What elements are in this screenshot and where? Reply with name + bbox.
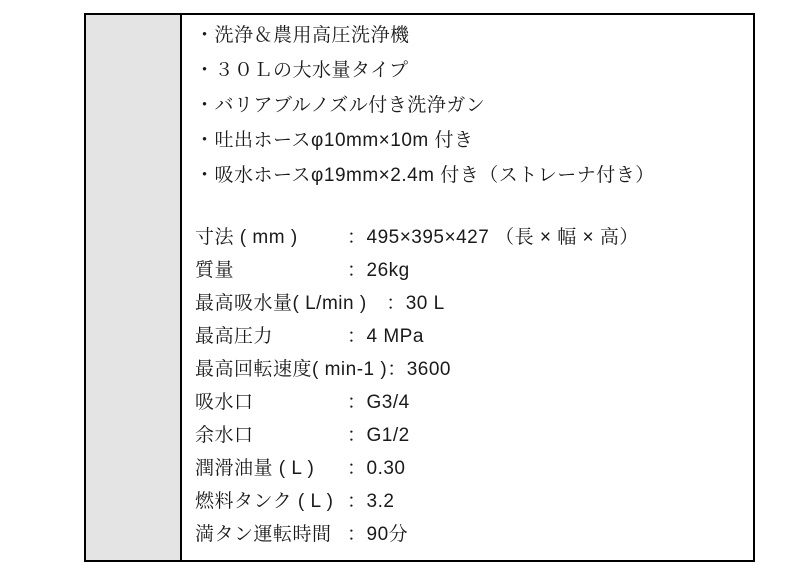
spec-list xyxy=(195,221,743,551)
spec-row xyxy=(195,386,743,419)
spec-label: 潤滑油量 ( L ) xyxy=(195,458,315,479)
spec-table xyxy=(84,13,755,562)
spec-row xyxy=(195,287,743,320)
spec-label: 質量 xyxy=(195,260,235,281)
spec-label: 最高圧力 xyxy=(195,326,274,347)
spec-row xyxy=(195,419,743,452)
spec-row xyxy=(195,221,743,254)
feature-item: ・バリアブルノズル付き洗浄ガン xyxy=(195,95,486,116)
feature-item: ・洗浄＆農用高圧洗浄機 xyxy=(195,25,410,46)
table-header-cell xyxy=(86,15,182,560)
spec-label: 最高回転速度( min-1 ) xyxy=(195,359,388,380)
spec-value: ：3.2 xyxy=(347,491,395,512)
feature-item: ・３０Ｌの大水量タイプ xyxy=(195,60,409,81)
table-content-cell xyxy=(182,15,753,560)
spec-value: ：0.30 xyxy=(347,458,406,479)
spec-row xyxy=(195,320,743,353)
feature-list xyxy=(195,18,743,193)
spec-value: ：4 MPa xyxy=(347,326,424,347)
spec-value: ：3600 xyxy=(387,359,452,380)
spec-label: 余水口 xyxy=(195,425,254,446)
spec-label: 燃料タンク ( L ) xyxy=(195,491,334,512)
feature-item: ・吐出ホースφ10mm×10m 付き xyxy=(195,130,474,151)
spec-value: ：26kg xyxy=(347,260,410,281)
feature-item: ・吸水ホースφ19mm×2.4m 付き（ストレーナ付き） xyxy=(195,165,655,186)
spec-value: ：30 L xyxy=(386,293,445,314)
spec-label: 吸水口 xyxy=(195,392,254,413)
spec-label: 満タン運転時間 xyxy=(195,524,332,545)
spec-row xyxy=(195,485,743,518)
spec-label: 最高吸水量( L/min ) xyxy=(195,293,387,314)
spec-value: ：G1/2 xyxy=(347,425,410,446)
spec-row xyxy=(195,452,743,485)
spec-value: ：495×395×427 （長 × 幅 × 高） xyxy=(347,227,639,248)
spec-label: 寸法 ( mm ) xyxy=(195,227,298,248)
spec-row xyxy=(195,518,743,551)
spec-value: ：G3/4 xyxy=(347,392,410,413)
spec-row xyxy=(195,353,743,386)
spec-row xyxy=(195,254,743,287)
spec-value: ：90分 xyxy=(347,524,409,545)
